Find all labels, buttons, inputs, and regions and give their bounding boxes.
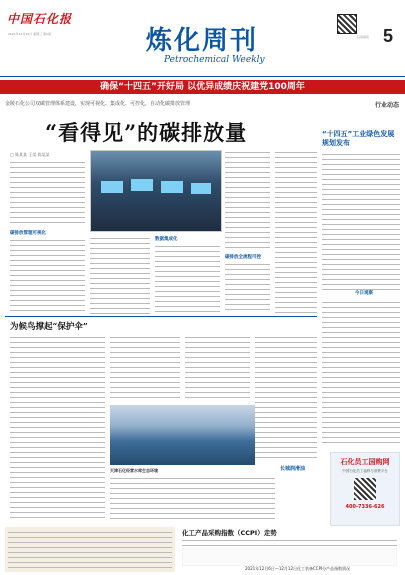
control-room-photo — [90, 150, 222, 232]
wetland-birds-photo — [110, 405, 255, 465]
photo2-caption: 天津石化经营水库生态环境 — [110, 468, 158, 473]
top-banner: 确保“十四五”开好局 以优异成绩庆祝建党100周年 — [0, 80, 405, 94]
bottom-left-box — [5, 527, 175, 572]
qr-code-icon — [354, 478, 376, 500]
caption-text — [110, 476, 275, 521]
issue-meta: 2021年12月15日 星期三 第5版 — [8, 32, 52, 36]
page-title: 炼化周刊 — [146, 26, 259, 56]
main-headline: “看得见”的碳排放量 — [45, 120, 248, 145]
article-column-4b — [225, 262, 270, 314]
shopping-ad-subtitle: 中国石化员工福利与消费平台 — [342, 469, 388, 473]
page-number: 5 — [382, 26, 393, 46]
lead-subhead: 金陵石化公司双碳管理体系建设，实现可视化、集成化、可控化，自动化碳排放管理 — [5, 101, 191, 107]
monitor-screen — [191, 183, 211, 194]
monitor-screen — [101, 181, 123, 193]
sidebar-box — [322, 130, 400, 148]
qr-code-icon — [337, 14, 357, 34]
article-column-1b — [10, 238, 85, 313]
bottom-left-text — [8, 530, 172, 569]
shopping-ad-title: 石化员工国购网 — [340, 458, 390, 466]
article2-column-2 — [110, 335, 180, 400]
sidebar-column-2 — [322, 300, 400, 445]
sidebar-section-label: 今日观察 — [355, 291, 373, 296]
chart-caption: 2021年12月6日—12月12日化工装备CCPI分产品指数情况 — [245, 566, 351, 571]
section-heading-3: 碳排放全流程可控 — [225, 255, 261, 260]
section-heading-1: 碳排放管理可视化 — [10, 231, 46, 236]
masthead-logo: 中国石化报 — [7, 12, 73, 26]
header-divider — [0, 76, 405, 77]
article-column-4 — [225, 150, 270, 250]
ccpi-chart — [182, 548, 397, 566]
section-tag: 行业动态 — [374, 102, 399, 109]
lubricant-ad-title: 长城润滑油 — [280, 466, 306, 472]
article2-headline: 为候鸟撑起“保护伞” — [10, 322, 88, 332]
qr-label: 扫码看报 — [356, 35, 369, 39]
shopping-ad — [330, 452, 400, 526]
chart-title: 化工产品采购指数（CCPI）走势 — [182, 529, 277, 537]
article-column-1 — [10, 160, 85, 225]
article-column-3 — [155, 244, 220, 314]
article2-column-1 — [10, 335, 105, 520]
article2-column-4 — [255, 335, 317, 460]
shopping-ad-phone: 400-7336-626 — [345, 504, 385, 510]
lubricant-ad — [280, 465, 328, 487]
page-subtitle: Petrochemical Weekly — [164, 55, 265, 65]
byline: □ 陈某某 王某 陈某某 — [10, 152, 50, 157]
article-column-5 — [275, 150, 317, 314]
chart-note — [182, 538, 397, 548]
article-column-2 — [90, 236, 150, 314]
monitor-screen — [131, 179, 153, 191]
section-divider — [5, 316, 317, 317]
sidebar-title: “十四五”工业绿色发展规划发布 — [322, 130, 395, 147]
sidebar-column — [322, 152, 400, 292]
section-heading-2: 数据集成化 — [155, 237, 178, 242]
article2-column-3 — [185, 335, 250, 400]
monitor-screen — [161, 181, 183, 193]
